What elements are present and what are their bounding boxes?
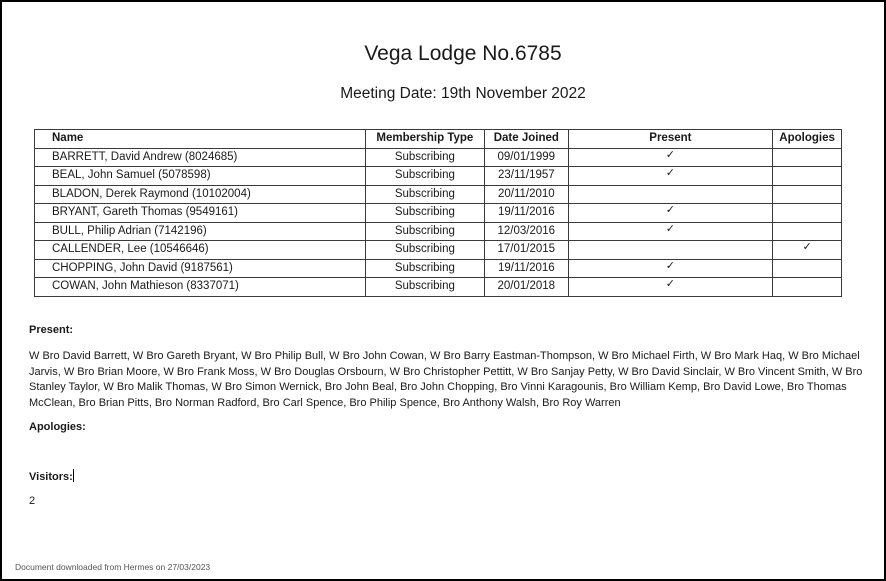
header-membership-type: Membership Type — [365, 130, 484, 149]
header-present: Present — [568, 130, 773, 149]
member-name: BLADON, Derek Raymond (10102004) — [35, 185, 366, 204]
visitors-heading[interactable] — [29, 469, 74, 483]
present-heading: Present: — [29, 324, 74, 336]
membership-type: Subscribing — [365, 241, 484, 260]
member-name: CHOPPING, John David (9187561) — [35, 259, 366, 278]
table-row — [35, 278, 842, 297]
membership-type: Subscribing — [365, 148, 484, 167]
download-footer: Document downloaded from Hermes on 27/03/2023 — [15, 562, 211, 572]
member-name: BULL, Philip Adrian (7142196) — [35, 222, 366, 241]
apologies-check-icon — [773, 222, 842, 241]
membership-type: Subscribing — [365, 185, 484, 204]
present-check-icon — [568, 241, 773, 260]
table-row — [35, 204, 842, 223]
apologies-check-icon: ✓ — [773, 241, 842, 260]
visitors-label: Visitors: — [29, 471, 73, 483]
date-joined: 12/03/2016 — [485, 222, 569, 241]
table-row — [35, 148, 842, 167]
header-apologies: Apologies — [773, 130, 842, 149]
membership-type: Subscribing — [365, 167, 484, 186]
header-name: Name — [35, 130, 366, 149]
meeting-date: Meeting Date: 19th November 2022 — [340, 85, 586, 102]
present-check-icon: ✓ — [568, 148, 773, 167]
lodge-title: Vega Lodge No.6785 — [364, 42, 562, 65]
apologies-check-icon — [773, 204, 842, 223]
visitors-count: 2 — [29, 495, 36, 507]
apologies-check-icon — [773, 185, 842, 204]
member-name: COWAN, John Mathieson (8337071) — [35, 278, 366, 297]
date-joined: 17/01/2015 — [485, 241, 569, 260]
apologies-check-icon — [773, 148, 842, 167]
date-joined: 20/11/2010 — [485, 185, 569, 204]
member-name: BEAL, John Samuel (5078598) — [35, 167, 366, 186]
member-name: BARRETT, David Andrew (8024685) — [35, 148, 366, 167]
membership-type: Subscribing — [365, 278, 484, 297]
header-date-joined: Date Joined — [485, 130, 569, 149]
table-row — [35, 167, 842, 186]
present-check-icon: ✓ — [568, 204, 773, 223]
table-row — [35, 259, 842, 278]
apologies-check-icon — [773, 259, 842, 278]
member-name: CALLENDER, Lee (10546646) — [35, 241, 366, 260]
date-joined: 09/01/1999 — [485, 148, 569, 167]
present-check-icon: ✓ — [568, 222, 773, 241]
table-row — [35, 241, 842, 260]
text-cursor — [73, 469, 74, 482]
apologies-check-icon — [773, 278, 842, 297]
apologies-heading: Apologies: — [29, 421, 86, 433]
date-joined: 19/11/2016 — [485, 204, 569, 223]
table-header-row — [35, 130, 842, 149]
date-joined: 19/11/2016 — [485, 259, 569, 278]
date-joined: 23/11/1957 — [485, 167, 569, 186]
present-check-icon: ✓ — [568, 278, 773, 297]
present-check-icon: ✓ — [568, 259, 773, 278]
membership-type: Subscribing — [365, 204, 484, 223]
membership-type: Subscribing — [365, 222, 484, 241]
present-check-icon: ✓ — [568, 167, 773, 186]
apologies-check-icon — [773, 167, 842, 186]
present-members-list: W Bro David Barrett, W Bro Gareth Bryant, W Bro Philip Bull, W Bro John Cowan, W Bro Barry Eastman-Thompson, W Bro Michael Firth, W Bro Mark Haq, W Bro Michael Jarvis, W Bro Brian Moore, W Bro Frank Moss, W Bro Douglas Orsbourn, W Bro Christopher Pettitt, W Bro Sanjay Petty, W Bro David Sinclair, W Bro Vincent Smith, W Bro Stanley Taylor, W Bro Malik Thomas, W Bro Simon Wernick, Bro John Beal, Bro John Chopping, Bro Vinni Karagounis, Bro William Kemp, Bro David Lowe, Bro Thomas McClean, Bro Brian Pitts, Bro Norman Radford, Bro Carl Spence, Bro Philip Spence, Bro Anthony Walsh, Bro Roy Warren — [29, 350, 863, 409]
table-row — [35, 222, 842, 241]
date-joined: 20/01/2018 — [485, 278, 569, 297]
member-name: BRYANT, Gareth Thomas (9549161) — [35, 204, 366, 223]
table-row — [35, 185, 842, 204]
attendance-table — [34, 129, 842, 297]
present-check-icon — [568, 185, 773, 204]
membership-type: Subscribing — [365, 259, 484, 278]
